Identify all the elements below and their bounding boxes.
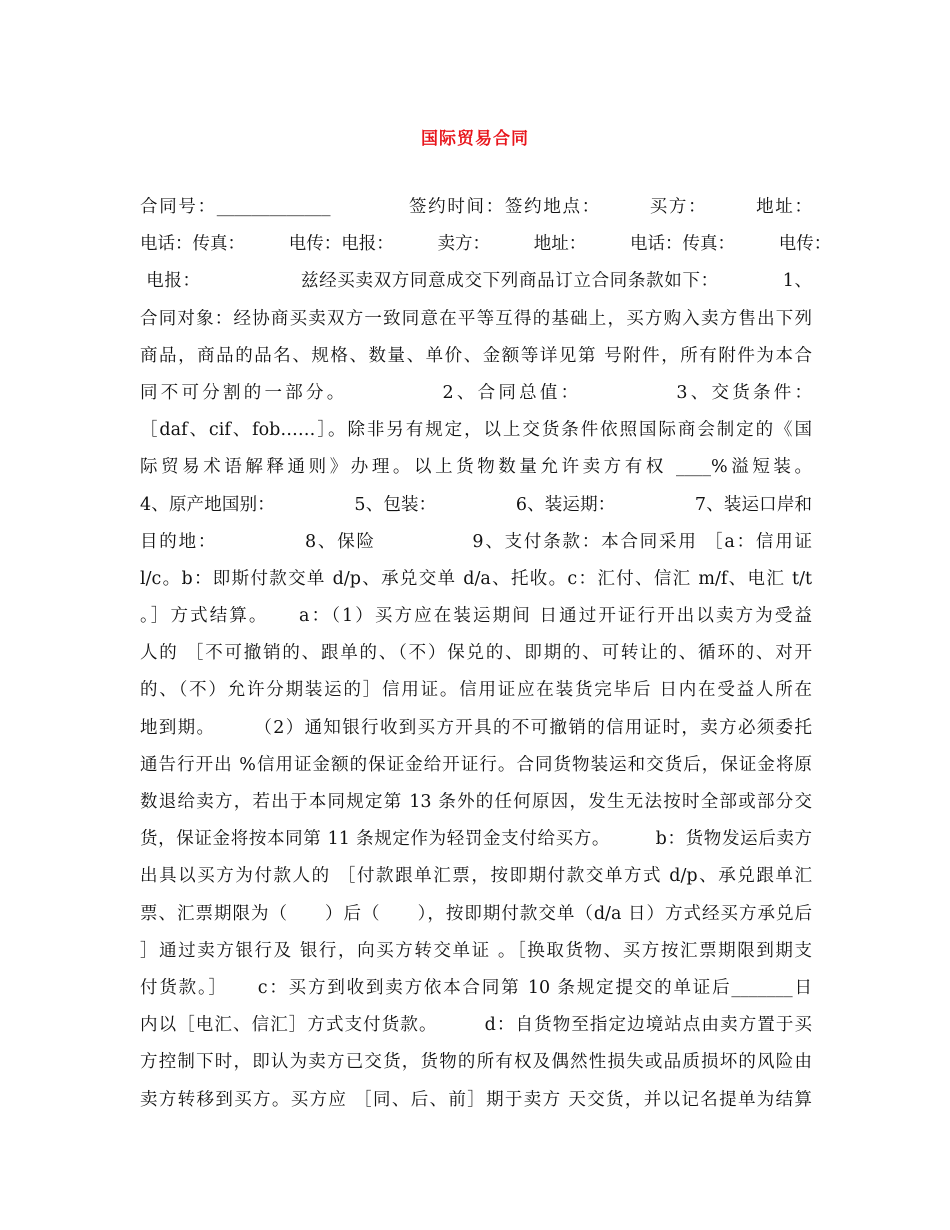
body-line: 内以［电汇、信汇］方式支付货款。 d：自货物至指定边境站点由卖方置于买 [140,1015,812,1036]
body-line: 票、汇票期限为（ ）后（ ），按即期付款交单（d/a 日）方式经买方承兑后 [140,903,812,924]
body-line: 商品，商品的品名、规格、数量、单价、金额等详见第 号附件，所有附件为本合 [140,345,812,366]
body-line: 付货款。］ c：买方到收到卖方依本合同第 10 条规定提交的单证后_______日 [140,977,812,998]
document-title: 国际贸易合同 [421,129,529,149]
body-line: 货，保证金将按本同第 11 条规定作为轻罚金支付给买方。 b：货物发运后卖方 [140,829,812,850]
body-line: 人的 ［不可撤销的、跟单的、（不）保兑的、即期的、可转让的、循环的、对开 [140,643,812,664]
body-line: 同不可分割的一部分。 2、合同总值： 3、交货条件： [140,382,812,403]
body-line: 合同对象：经协商买卖双方一致同意在平等互得的基础上，买方购入卖方售出下列 [140,308,812,329]
body-line: l/c。b：即斯付款交单 d/p、承兑交单 d/a、托收。c：汇付、信汇 m/f、电汇 t/t [140,568,812,589]
body-line: ］通过卖方银行及 银行，向买方转交单证 。［换取货物、买方按汇票期限到期支 [140,940,812,961]
body-line: 方控制下时，即认为卖方已交货，货物的所有权及偶然性损失或品质损坏的风险由 [140,1052,812,1073]
body-line: 出具以买方为付款人的 ［付款跟单汇票，按即期付款交单方式 d/p、承兑跟单汇 [140,866,812,887]
body-line: 电报： 兹经买卖双方同意成交下列商品订立合同条款如下： 1、 [140,271,812,292]
body-line: 4、原产地国别： 5、包装： 6、装运期： 7、装运口岸和 [140,494,812,515]
body-line: 的、（不）允许分期装运的］信用证。信用证应在装货完毕后 日内在受益人所在 [140,680,812,701]
body-line: 电话：传真： 电传：电报： 卖方： 地址： 电话：传真： 电传： [140,234,832,255]
body-line: 。］方式结算。 a：（1）买方应在装运期间 日通过开证行开出以卖方为受益 [140,606,812,627]
body-line: 地到期。 （2）通知银行收到买方开具的不可撤销的信用证时，卖方必须委托 [140,717,812,738]
document-body [140,194,832,1124]
body-line: ［daf、cif、fob……］。除非另有规定，以上交货条件依照国际商会制定的《国 [140,420,812,441]
body-line: 卖方转移到买方。买方应 ［同、后、前］期于卖方 天交货，并以记名提单为结算 [140,1089,812,1110]
body-line: 通告行开出 %信用证金额的保证金给开证行。合同货物装运和交货后，保证金将原 [140,754,812,775]
body-line: 合同号：_____________ 签约时间：签约地点： 买方： 地址： [140,197,812,217]
body-line: 际贸易术语解释通则》办理。以上货物数量允许卖方有权 ____%溢短装。 [140,457,812,478]
body-line: 目的地： 8、保险 9、支付条款：本合同采用 ［a：信用证 [140,531,812,552]
body-line: 数退给卖方，若出于本同规定第 13 条外的任何原因，发生无法按时全部或部分交 [140,792,812,812]
